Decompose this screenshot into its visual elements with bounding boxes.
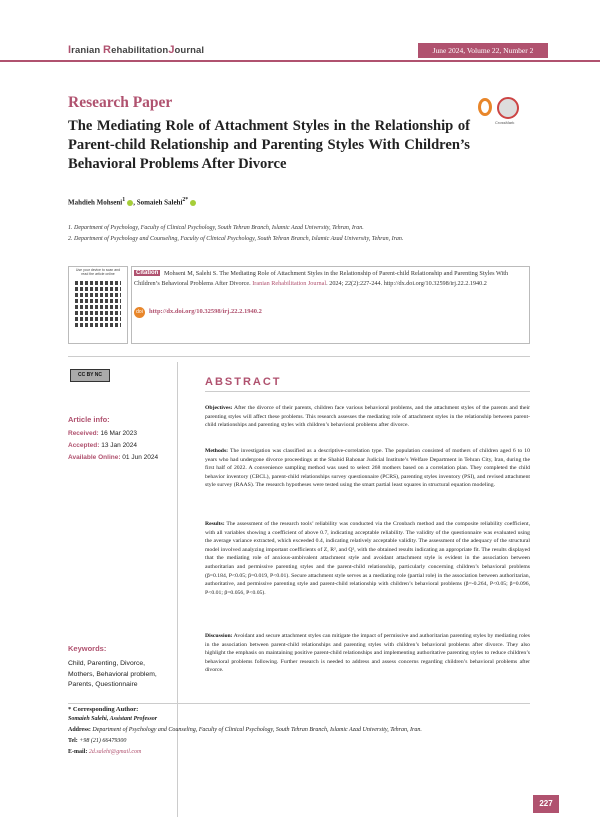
- corresponding-divider: [68, 703, 530, 704]
- abstract-methods: [205, 447, 530, 490]
- received-value: 16 Mar 2023: [98, 430, 138, 437]
- email-link[interactable]: 2d.salehi@gmail.com: [87, 749, 142, 755]
- affiliation: 1. Department of Psychology, Faculty of Clinical Psychology, South Tehran Branch, Islamic Azad University, Tehran, Iran.: [68, 225, 364, 231]
- available-label: Available Online:: [68, 454, 121, 461]
- address-text: Department of Psychology and Counseling, Faculty of Clinical Psychology, South Tehran Branch, Islamic Azad University, Tehran, Iran.: [90, 727, 422, 733]
- corresponding-title: * Corresponding Author:: [68, 706, 139, 713]
- keywords-text: Child, Parenting, Divorce, Mothers, Behavioral problem, Parents, Questionnaire: [68, 660, 157, 688]
- crossmark-icon[interactable]: [497, 97, 519, 119]
- author-name: Mahdieh Mohseni: [68, 198, 123, 207]
- journal-cap-r: R: [103, 44, 112, 56]
- corresponding-tel: [68, 738, 126, 744]
- article-type: Research Paper: [68, 94, 173, 111]
- corresponding-address: [68, 727, 422, 733]
- journal-part: ehabilitation: [111, 45, 169, 56]
- citation-details: . 2024; 22(2):227-244. http://dx.doi.org/10.32598/irj.22.2.1940.2: [326, 280, 487, 287]
- column-divider: [177, 362, 178, 817]
- abstract-results: [205, 520, 530, 597]
- doi-icon: doi: [134, 307, 145, 318]
- methods-text: The investigation was classified as a descriptive-correlation type. The population consisted of mothers of children aged 6 to 10 years who had undergone divorce proceedings at the Shahid Bahonar Judicial Institute’s Welfare Department in Tehran City, Iran, during the first half of 2022. A convenience sampling method was used to select 268 mothers based on a correlation plan. They completed the child behavior inventory (CBCL), parent-child relationships survey questionnaire (PCRS), parenting styles inventory (PSI), and revised attachment style survey (RAAS). The research hypotheses were tested using the smart partial least squares in structural equation modeling.: [205, 448, 530, 489]
- journal-part: ranian: [71, 45, 104, 56]
- methods-label: Methods:: [205, 448, 229, 454]
- received-date: [68, 430, 137, 437]
- discussion-text: Avoidant and secure attachment styles can mitigate the impact of permissive and authoritarian parenting styles by mediating roles in the association between parent-child relationships and parenting styles with children’s behavioral problems after divorce. They also highlight the emphasis on maintaining positive parent-child relationships and implementing authoritative parenting styles to reduce children’s behavioral problems following. Further research is needed to address and assess concerns regarding children’s behavioral problems after divorce.: [205, 633, 530, 674]
- results-text: The assessment of the research tools’ reliability was conducted via the Cronbach method and the composite reliability coefficient, with all variables showing a coefficient of above 0.7, indicating acceptable reliability. The validity of the questionnaire was evaluated using the average variance extracted, which exceeded 0.4, indicating relatively acceptable validity. The assessment of the adequacy of the structural model involved analyzing important coefficients of Z, R², and Q², with the obtained results indicating an appropriate fit. The results displayed that the mediating role of anxious-ambivalent attachment style and avoidant attachment style is evident in the association between authoritarian and permissive parenting styles and the parent-child relationship, particularly concerning children’s behavioral problems (β=0.184, P<0.05; β=0.019, P<0.01). Secure attachment style serves as a mediating role (partial role) in the association between authoritarian, authoritative, and permissive parenting style and parent-child relationship with children’s behavioral problems (β=-0.264, P<0.05; β=0.096, P<0.01; β=0.056, P<0.05).: [205, 521, 530, 596]
- corresponding-email: [68, 749, 141, 755]
- citation-journal[interactable]: Iranian Rehabilitation Journal: [252, 280, 327, 287]
- journal-name: [68, 44, 204, 56]
- objectives-text: After the divorce of their parents, children face various behavioral problems, and the attachment styles of the parents and their parenting styles will affect these problems. This research assesses the mediating role of attachment styles in the relationship between parent-child relationships and parenting styles with children’s behavioral problems after divorce.: [205, 405, 530, 429]
- author-list: [68, 197, 196, 206]
- author-name: Somaieh Salehi: [136, 198, 183, 207]
- tel-text: +98 (21) 66479300: [77, 738, 127, 744]
- accepted-value: 13 Jan 2024: [99, 442, 138, 449]
- journal-cap-i: I: [68, 44, 72, 56]
- doi-link[interactable]: http://dx.doi.org/10.32598/irj.22.2.1940.2: [149, 308, 262, 315]
- citation-text: [134, 269, 522, 289]
- qr-code-overlay: [75, 281, 121, 327]
- crossmark-label: CrossMark: [495, 120, 515, 125]
- email-label: E-mail:: [68, 749, 88, 755]
- available-date: [68, 454, 158, 461]
- cc-license-icon[interactable]: CC BY NC: [70, 369, 110, 382]
- author-sup: 1: [122, 197, 126, 203]
- article-title: The Mediating Role of Attachment Styles in the Relationship of Parent-child Relationship and Parenting Styles With Children’s Behavioral Problems After Divorce: [68, 118, 470, 172]
- citation-tag: Citation: [136, 270, 159, 276]
- divider: [68, 356, 530, 357]
- results-label: Results:: [205, 521, 225, 527]
- abstract-heading: ABSTRACT: [205, 376, 282, 388]
- address-label: Address:: [68, 727, 91, 733]
- abstract-rule: [205, 391, 530, 392]
- tel-label: Tel:: [68, 738, 78, 744]
- qr-caption: Use your device to scan and read the article online: [75, 268, 121, 276]
- issue-label: June 2024, Volume 22, Number 2: [418, 43, 548, 58]
- abstract-objectives: [205, 404, 530, 430]
- open-access-icon: [478, 98, 492, 116]
- journal-part: ournal: [174, 45, 205, 56]
- citation-body: Mohseni M, Salehi S. The Mediating Role of Attachment Styles in the Relationship of Parent-child Relationship and Parenting Styles With Children’s Behavioral Problems After Divorce.: [134, 270, 509, 287]
- available-value: 01 Jun 2024: [120, 454, 159, 461]
- author-separator: ,: [133, 198, 137, 207]
- objectives-label: Objectives:: [205, 405, 233, 411]
- accepted-date: [68, 442, 137, 449]
- keywords-title: Keywords:: [68, 644, 107, 653]
- discussion-label: Discussion:: [205, 633, 233, 639]
- author-sup: 2*: [182, 197, 189, 203]
- received-label: Received:: [68, 430, 99, 437]
- article-info-title: Article info:: [68, 415, 110, 424]
- journal-cap-j: J: [168, 44, 175, 56]
- accepted-label: Accepted:: [68, 442, 100, 449]
- affiliation: 2. Department of Psychology and Counseling, Faculty of Clinical Psychology, South Tehran Branch, Islamic Azad University, Tehran, Iran.: [68, 236, 404, 242]
- page-number: 227: [533, 795, 559, 813]
- orcid-icon[interactable]: [190, 200, 196, 206]
- corresponding-name: Somaieh Salehi, Assistant Professor: [68, 716, 158, 722]
- header-rule: [0, 60, 600, 62]
- abstract-discussion: [205, 632, 530, 675]
